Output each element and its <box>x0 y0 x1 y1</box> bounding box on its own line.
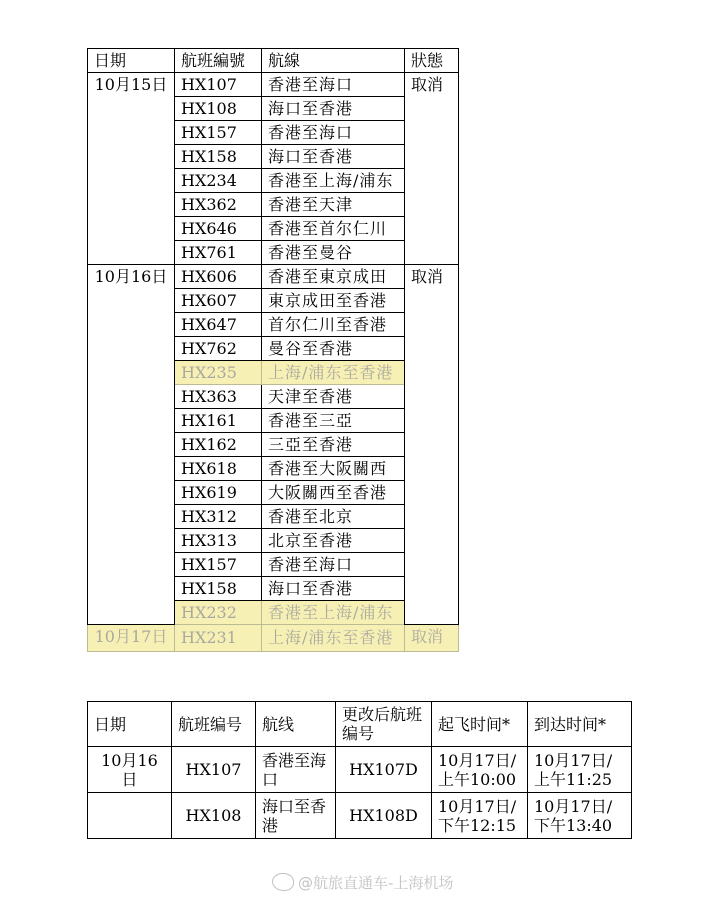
route-cell: 大阪關西至香港 <box>262 481 405 505</box>
route-cell: 上海/浦东至香港 <box>262 625 405 652</box>
route-cell: 香港至海口 <box>262 553 405 577</box>
route-cell: 香港至海口 <box>262 121 405 145</box>
header-route: 航線 <box>262 49 405 73</box>
departure-cell: 10月17日/下午12:15 <box>432 793 528 839</box>
header-departure-time: 起飞时间* <box>432 702 528 747</box>
route-cell: 香港至北京 <box>262 505 405 529</box>
flight-cell: HX363 <box>175 385 262 409</box>
flight-cell: HX232 <box>175 601 262 625</box>
table-row <box>88 793 632 839</box>
new-flight-cell: HX108D <box>336 793 432 839</box>
date-cell: 10月16日 <box>88 747 172 793</box>
header-route: 航线 <box>256 702 336 747</box>
flight-cell: HX313 <box>175 529 262 553</box>
route-cell: 海口至香港 <box>256 793 336 839</box>
date-cell: 10月17日 <box>88 625 175 652</box>
flight-cell: HX158 <box>175 145 262 169</box>
route-cell: 香港至東京成田 <box>262 265 405 289</box>
weibo-watermark <box>272 872 453 893</box>
weibo-logo-icon <box>272 873 294 891</box>
date-cell: 10月16日 <box>88 265 175 625</box>
route-cell: 香港至首尔仁川 <box>262 217 405 241</box>
route-cell: 香港至三亞 <box>262 409 405 433</box>
route-cell: 天津至香港 <box>262 385 405 409</box>
cancelled-flights-table <box>87 48 459 652</box>
flight-cell: HX646 <box>175 217 262 241</box>
flight-cell: HX157 <box>175 121 262 145</box>
header-flight-number: 航班编号 <box>172 702 256 747</box>
flight-cell: HX312 <box>175 505 262 529</box>
flight-cell: HX107 <box>175 73 262 97</box>
watermark-text: @航旅直通车-上海机场 <box>298 874 454 892</box>
flight-cell: HX108 <box>172 793 256 839</box>
table-row <box>88 747 632 793</box>
flight-cell: HX762 <box>175 337 262 361</box>
date-cell: 10月15日 <box>88 73 175 265</box>
header-flight-number: 航班編號 <box>175 49 262 73</box>
flight-cell: HX161 <box>175 409 262 433</box>
route-cell: 海口至香港 <box>262 577 405 601</box>
flight-cell: HX158 <box>175 577 262 601</box>
flight-cell: HX362 <box>175 193 262 217</box>
route-cell: 香港至海口 <box>262 73 405 97</box>
flight-cell: HX108 <box>175 97 262 121</box>
route-cell: 三亞至香港 <box>262 433 405 457</box>
table1-header-row <box>88 49 459 73</box>
flight-cell: HX234 <box>175 169 262 193</box>
flight-cell: HX231 <box>175 625 262 652</box>
flight-cell: HX619 <box>175 481 262 505</box>
table2-body <box>88 747 632 839</box>
flight-cell: HX618 <box>175 457 262 481</box>
arrival-cell: 10月17日/上午11:25 <box>528 747 632 793</box>
status-cell: 取消 <box>405 73 459 265</box>
header-date: 日期 <box>88 702 172 747</box>
table1-body <box>88 73 459 652</box>
header-date: 日期 <box>88 49 175 73</box>
header-new-flight-number: 更改后航班编号 <box>336 702 432 747</box>
arrival-cell: 10月17日/下午13:40 <box>528 793 632 839</box>
route-cell: 海口至香港 <box>262 97 405 121</box>
status-cell: 取消 <box>405 265 459 625</box>
route-cell: 上海/浦东至香港 <box>262 361 405 385</box>
route-cell: 香港至大阪關西 <box>262 457 405 481</box>
new-flight-cell: HX107D <box>336 747 432 793</box>
table-row <box>88 73 459 97</box>
flight-cell: HX761 <box>175 241 262 265</box>
table-row <box>88 265 459 289</box>
header-arrival-time: 到达时间* <box>528 702 632 747</box>
flight-cell: HX607 <box>175 289 262 313</box>
status-cell: 取消 <box>405 625 459 652</box>
flight-cell: HX107 <box>172 747 256 793</box>
date-cell <box>88 793 172 839</box>
route-cell: 海口至香港 <box>262 145 405 169</box>
rescheduled-flights-table <box>87 701 632 839</box>
route-cell: 東京成田至香港 <box>262 289 405 313</box>
flight-cell: HX235 <box>175 361 262 385</box>
route-cell: 香港至曼谷 <box>262 241 405 265</box>
departure-cell: 10月17日/上午10:00 <box>432 747 528 793</box>
route-cell: 香港至海口 <box>256 747 336 793</box>
route-cell: 香港至上海/浦东 <box>262 169 405 193</box>
flight-cell: HX162 <box>175 433 262 457</box>
flight-cell: HX606 <box>175 265 262 289</box>
table2-header-row <box>88 702 632 747</box>
flight-cell: HX647 <box>175 313 262 337</box>
route-cell: 首尔仁川至香港 <box>262 313 405 337</box>
flight-cell: HX157 <box>175 553 262 577</box>
table-row <box>88 625 459 652</box>
route-cell: 曼谷至香港 <box>262 337 405 361</box>
route-cell: 香港至天津 <box>262 193 405 217</box>
route-cell: 香港至上海/浦东 <box>262 601 405 625</box>
header-status: 狀態 <box>405 49 459 73</box>
route-cell: 北京至香港 <box>262 529 405 553</box>
